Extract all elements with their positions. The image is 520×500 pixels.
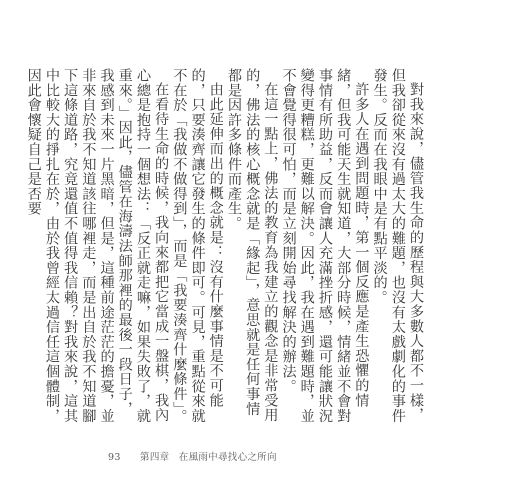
page-footer (108, 449, 277, 463)
chapter-title: 在風雨中尋找心之所向 (178, 452, 277, 463)
paragraph-3: 在這一點上，佛法的教育為我建立的觀念是非常受用的，佛法的核心概念就是「緣起」，意思就是任何事情都是因許多條件而產生。 (225, 68, 279, 423)
paragraph-1: 對我來說，儘管我生命的歷程與大多數人都不一樣，但我卻從來沒有過太大的難題，也沒有太戲劇化的事件發生。反而在我眼中是有點平淡的。 (371, 68, 424, 424)
paragraph-4: 由此延伸而出的概念就是：沒有什麼事情是不可能的，只要湊齊讓它發生的條件即可。可見，重點從來就不在於「我做不做得到」，而是「我要湊齊什麼條件」。 (171, 68, 224, 424)
paragraph-5: 在看待生命的時候，我向來都把它當成一盤棋，我內心總是抱持一個想法：「反正就走嘛，如果失敗了，就重來。」因此，儘管在海濤法師那裡的最後一段日子，我感到未來一片黑暗，但是，這種前途茫茫的擔憂，並非來自於我不知道該往哪裡走，而是出自於我不知道腳下這條道路，究竟還值不值得我信賴？對我來說，這其中比較大的掙扎在於，由於我曾經太過信任這個體制，因此會懷疑自己是否要 (25, 68, 170, 424)
page-number: 93 (108, 452, 121, 463)
paragraph-2: 許多人在遇到問題時，第一個反應是產生恐懼的情緒，但我可能天生就知道，大部分時候，情緒並不會對事情有所助益，反而會讓人充滿挫折感，還可能讓狀況變得更糟糕，更難以解決。因此，我在遇到難題時，並不會覺得很可怕，而是立刻開始尋找解決的辦法。 (280, 68, 370, 424)
body-text (25, 68, 425, 426)
chapter-label: 第四章 (140, 452, 170, 463)
